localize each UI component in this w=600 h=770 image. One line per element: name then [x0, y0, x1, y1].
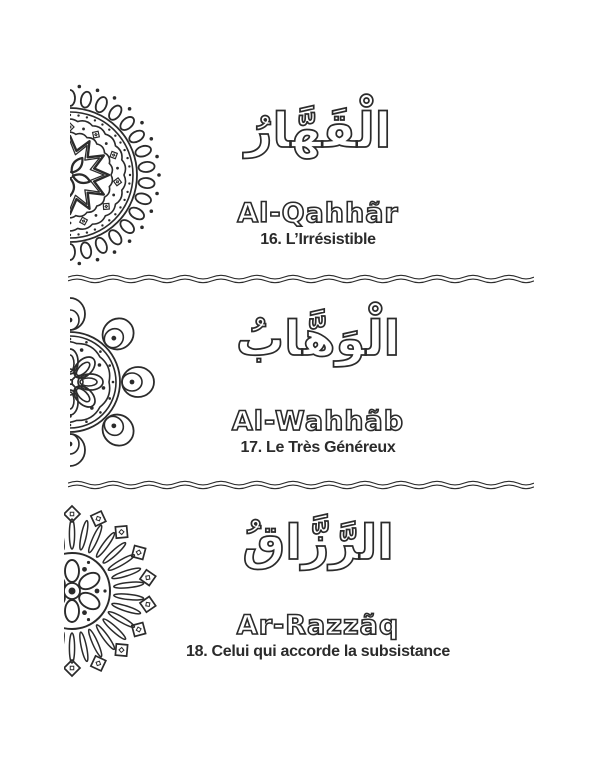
name-card-wahhab — [0, 298, 600, 480]
name-text-block — [70, 502, 566, 684]
name-card-qahhar — [0, 90, 600, 272]
name-text-block — [70, 298, 566, 480]
name-text-block — [70, 90, 566, 272]
name-card-razzaq — [0, 502, 600, 684]
name-transliteration: Al-Qahhãr — [237, 198, 399, 229]
wavy-divider — [68, 271, 534, 287]
arabic-calligraphy: الْقَهَّارُ — [244, 103, 392, 159]
name-translation: 18. Celui qui accorde la subsistance — [186, 643, 450, 660]
arabic-calligraphy: الْوَهَّابُ — [235, 311, 401, 367]
name-transliteration: Ar-Razzãq — [236, 610, 400, 641]
name-transliteration: Al-Wahhãb — [231, 406, 405, 437]
arabic-calligraphy: الرَّزَّاقُ — [242, 515, 394, 571]
name-translation: 17. Le Très Généreux — [240, 439, 396, 456]
name-translation: 16. L’Irrésistible — [260, 231, 376, 248]
wavy-divider — [68, 477, 534, 493]
